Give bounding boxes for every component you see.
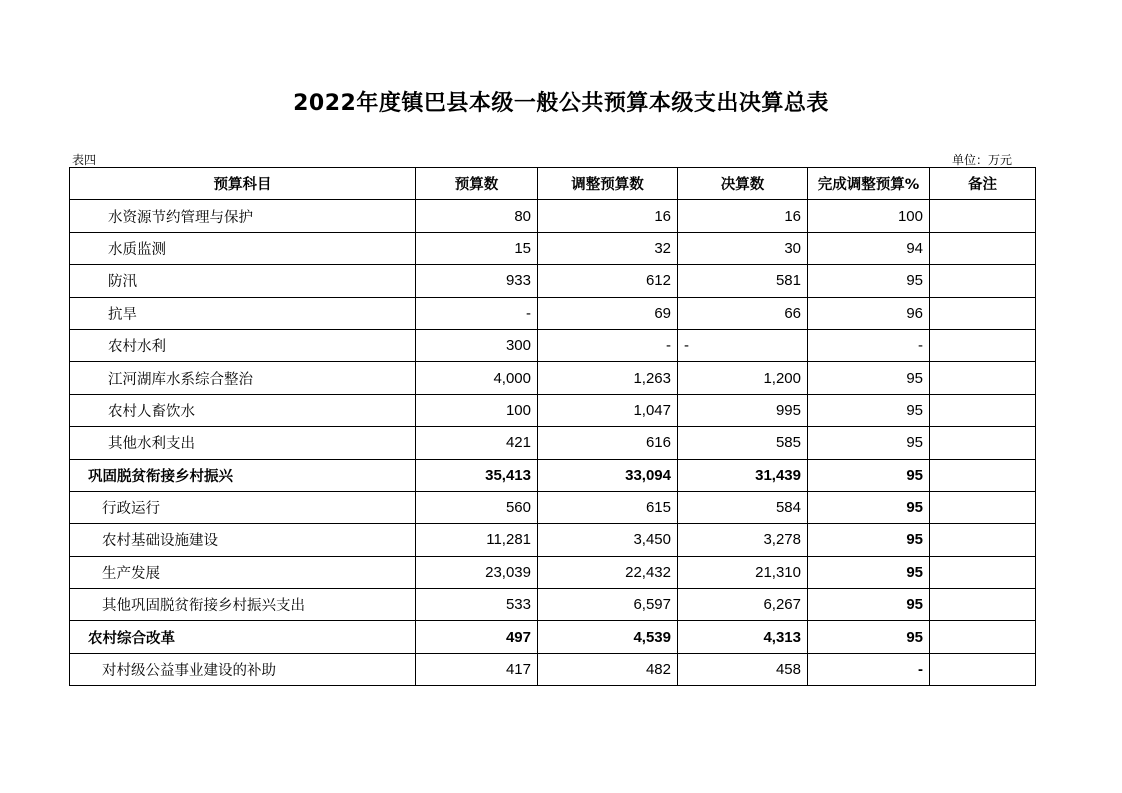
row-subject: 水质监测 [70,232,416,264]
row-budget: 23,039 [416,556,538,588]
row-adjusted: 6,597 [538,589,678,621]
header-budget: 预算数 [416,168,538,200]
table-row [70,524,1036,556]
row-adjusted: 33,094 [538,459,678,491]
table-row [70,200,1036,232]
row-note [930,265,1036,297]
row-final: 6,267 [678,589,808,621]
row-final: 4,313 [678,621,808,653]
row-final: 581 [678,265,808,297]
row-rate: 95 [808,459,930,491]
row-subject: 水资源节约管理与保护 [70,200,416,232]
row-rate: 94 [808,232,930,264]
table-row [70,297,1036,329]
table-row-category [70,621,1036,653]
row-final: 31,439 [678,459,808,491]
budget-table [69,167,1036,686]
header-final: 决算数 [678,168,808,200]
header-rate: 完成调整预算% [808,168,930,200]
row-subject: 巩固脱贫衔接乡村振兴 [70,459,416,491]
row-adjusted: 16 [538,200,678,232]
row-budget: 300 [416,329,538,361]
row-subject: 生产发展 [70,556,416,588]
row-final: 30 [678,232,808,264]
header-note: 备注 [930,168,1036,200]
row-final: 584 [678,491,808,523]
table-row [70,589,1036,621]
row-final: 995 [678,394,808,426]
row-final: 21,310 [678,556,808,588]
row-budget: 4,000 [416,362,538,394]
row-rate: 95 [808,362,930,394]
row-final: 585 [678,427,808,459]
unit-label: 单位：万元 [951,153,1012,167]
row-budget: 533 [416,589,538,621]
table-row [70,362,1036,394]
row-budget: 560 [416,491,538,523]
row-subject: 农村基础设施建设 [70,524,416,556]
row-note [930,653,1036,685]
row-note [930,556,1036,588]
row-note [930,491,1036,523]
row-subject: 对村级公益事业建设的补助 [70,653,416,685]
row-rate: 95 [808,589,930,621]
table-row-category [70,459,1036,491]
row-budget: 100 [416,394,538,426]
row-final: 3,278 [678,524,808,556]
row-note [930,427,1036,459]
row-adjusted: 482 [538,653,678,685]
row-budget: 417 [416,653,538,685]
row-final: 458 [678,653,808,685]
row-adjusted: 1,047 [538,394,678,426]
row-note [930,589,1036,621]
table-row [70,265,1036,297]
row-budget: 933 [416,265,538,297]
row-rate: 96 [808,297,930,329]
row-final: 16 [678,200,808,232]
header-subject: 预算科目 [70,168,416,200]
row-budget: - [416,297,538,329]
table-row [70,232,1036,264]
row-subject: 农村水利 [70,329,416,361]
row-final: 1,200 [678,362,808,394]
row-subject: 其他水利支出 [70,427,416,459]
table-row [70,394,1036,426]
row-note [930,524,1036,556]
table-row [70,653,1036,685]
table-label: 表四 [72,153,97,167]
row-adjusted: 1,263 [538,362,678,394]
row-adjusted: - [538,329,678,361]
row-rate: 95 [808,265,930,297]
row-note [930,200,1036,232]
row-rate: - [808,329,930,361]
row-adjusted: 612 [538,265,678,297]
row-note [930,329,1036,361]
row-budget: 421 [416,427,538,459]
row-rate: 95 [808,556,930,588]
table-row [70,491,1036,523]
row-budget: 15 [416,232,538,264]
row-note [930,362,1036,394]
row-final: - [678,329,808,361]
table-header-row [70,168,1036,200]
row-subject: 农村人畜饮水 [70,394,416,426]
row-final: 66 [678,297,808,329]
table-row [70,556,1036,588]
table-row [70,329,1036,361]
row-adjusted: 32 [538,232,678,264]
row-rate: 100 [808,200,930,232]
header-adjusted: 调整预算数 [538,168,678,200]
row-rate: 95 [808,427,930,459]
row-budget: 11,281 [416,524,538,556]
row-subject: 农村综合改革 [70,621,416,653]
page-title: 2022年度镇巴县本级一般公共预算本级支出决算总表 [293,91,829,116]
row-note [930,297,1036,329]
row-rate: 95 [808,524,930,556]
row-adjusted: 4,539 [538,621,678,653]
row-note [930,232,1036,264]
row-adjusted: 22,432 [538,556,678,588]
row-subject: 江河湖库水系综合整治 [70,362,416,394]
row-adjusted: 3,450 [538,524,678,556]
row-subject: 行政运行 [70,491,416,523]
row-budget: 35,413 [416,459,538,491]
row-subject: 抗旱 [70,297,416,329]
row-rate: 95 [808,491,930,523]
row-subject: 防汛 [70,265,416,297]
table-row [70,427,1036,459]
row-subject: 其他巩固脱贫衔接乡村振兴支出 [70,589,416,621]
row-rate: 95 [808,621,930,653]
row-rate: - [808,653,930,685]
row-rate: 95 [808,394,930,426]
row-note [930,621,1036,653]
row-budget: 80 [416,200,538,232]
row-adjusted: 615 [538,491,678,523]
row-adjusted: 616 [538,427,678,459]
row-adjusted: 69 [538,297,678,329]
row-note [930,394,1036,426]
row-budget: 497 [416,621,538,653]
row-note [930,459,1036,491]
